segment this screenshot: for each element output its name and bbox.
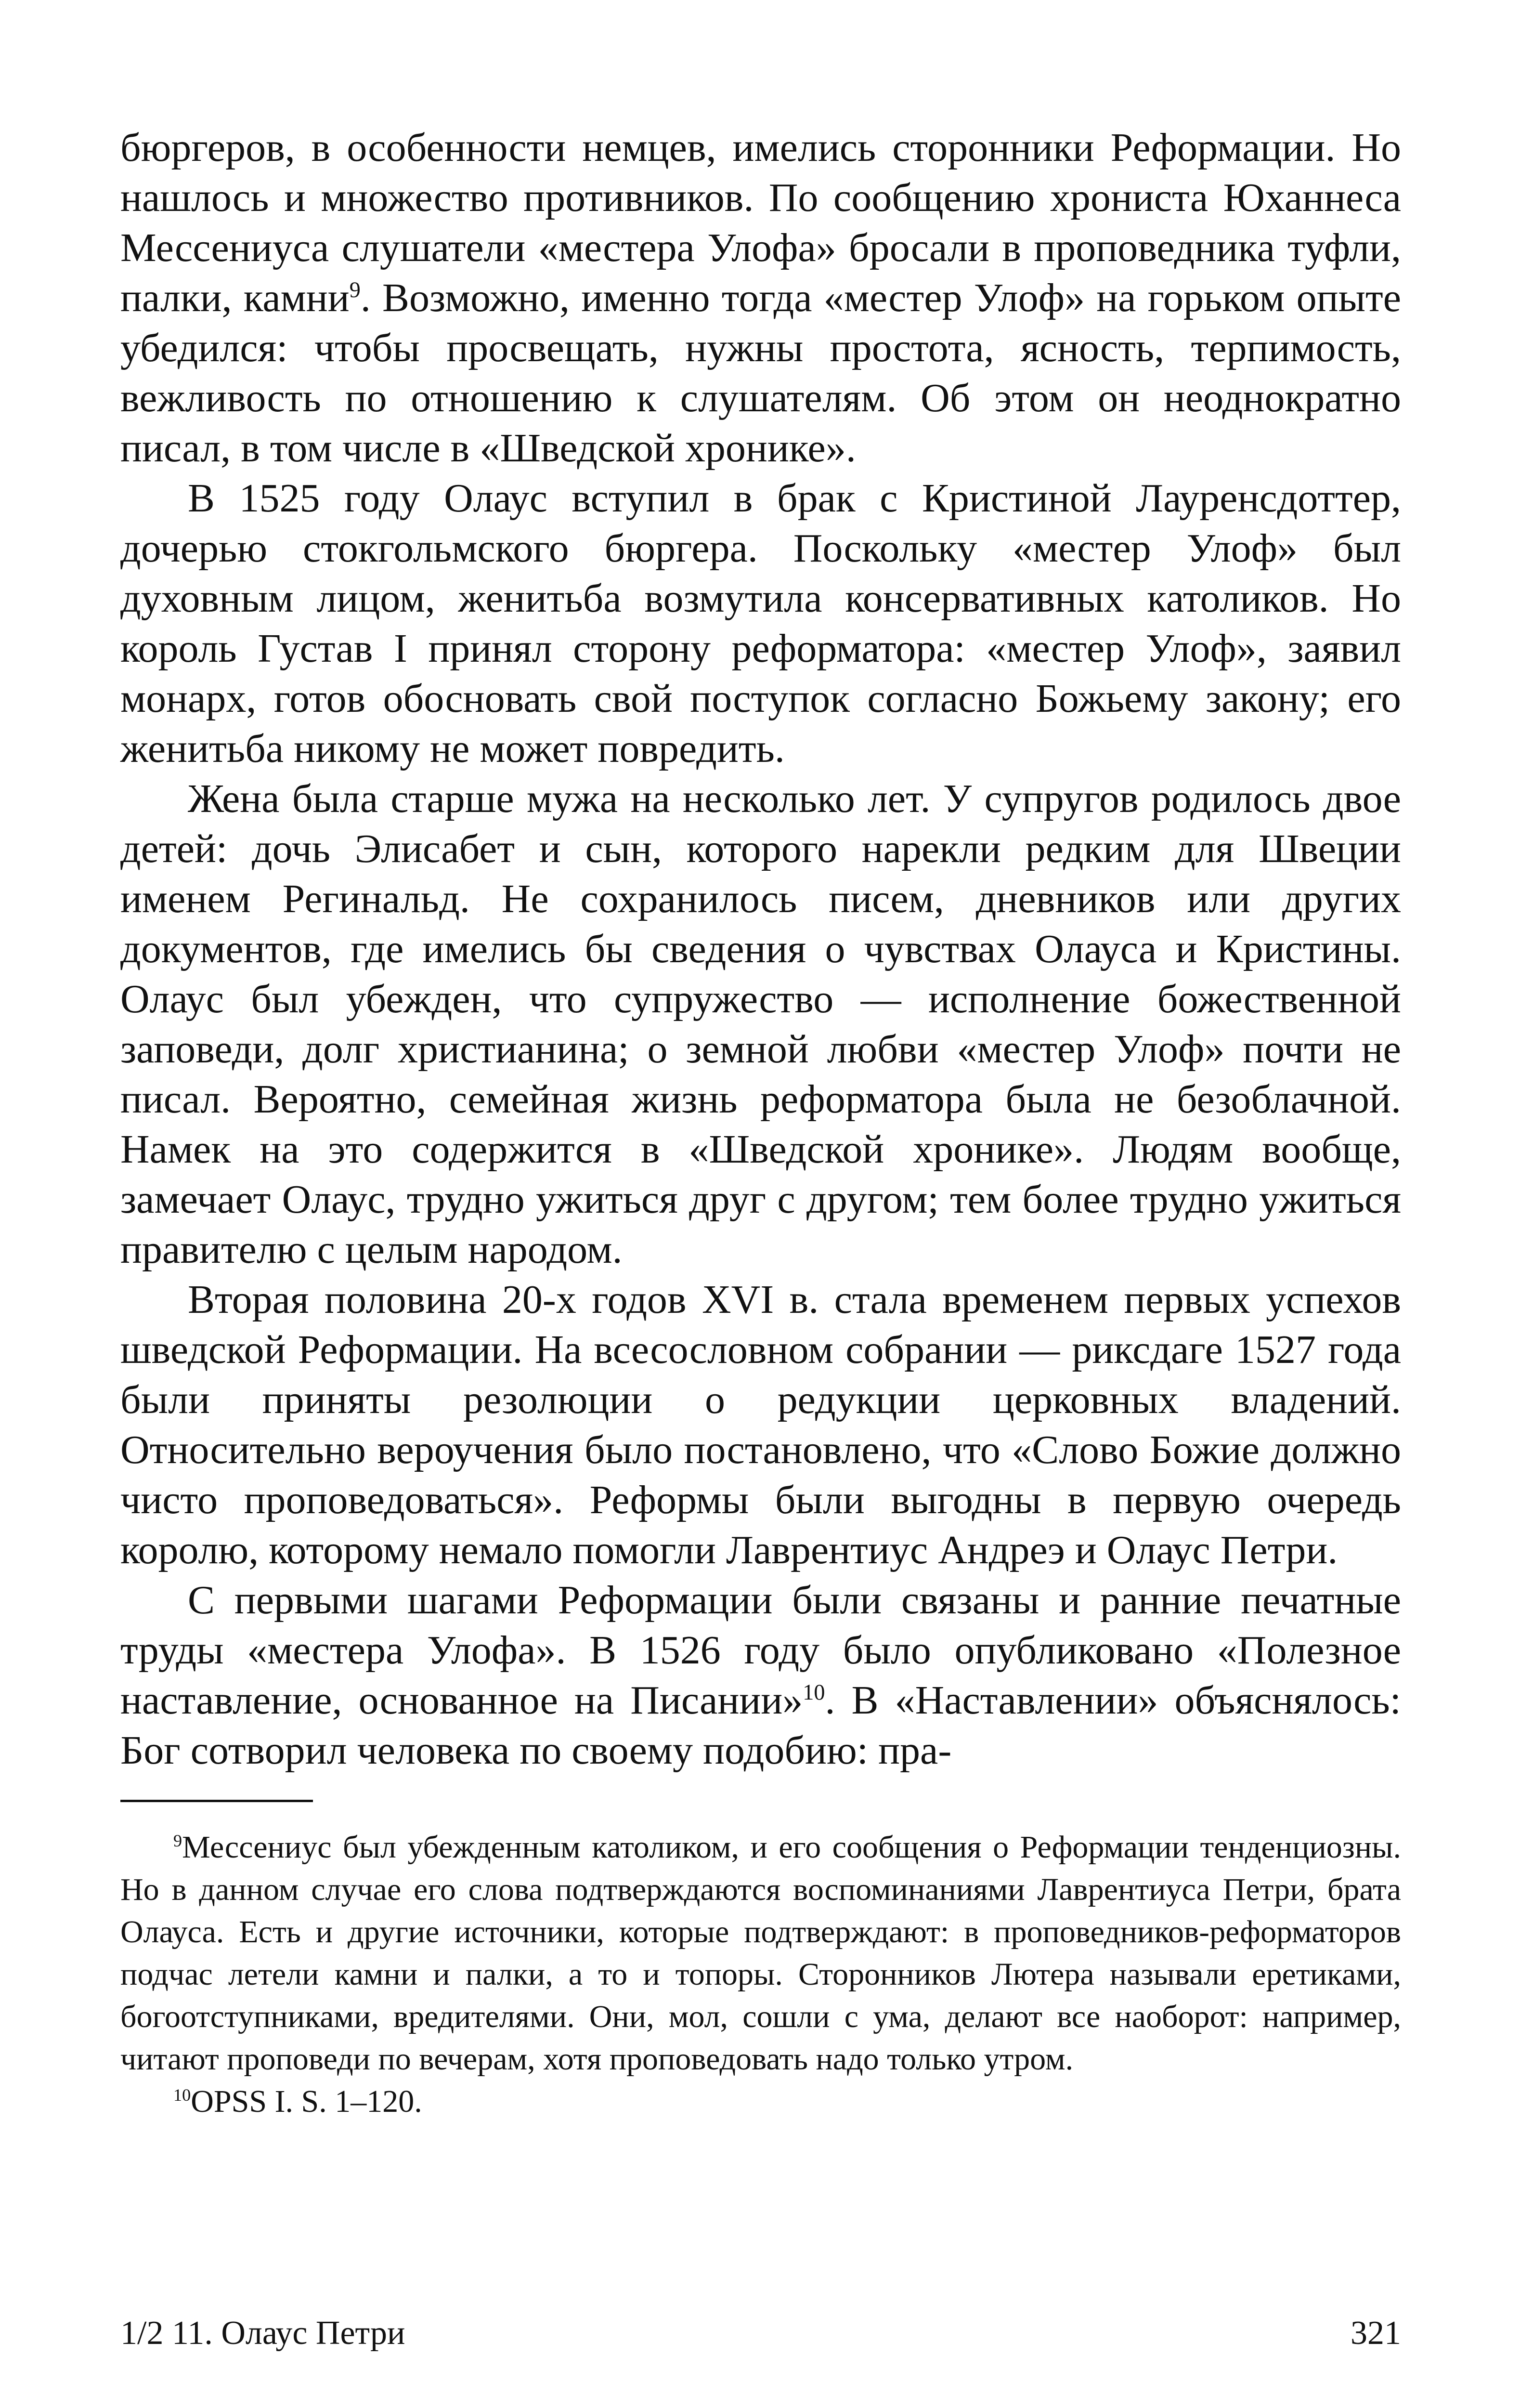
signature-mark: 1/2 11. Олаус Петри: [120, 2315, 405, 2352]
footnote-10-text: OPSS I. S. 1–120.: [191, 2084, 422, 2119]
footnote-separator: [120, 1800, 313, 1802]
footnote-10-mark: 10: [173, 2085, 191, 2105]
footnote-9-text: Мессениус был убежденным католиком, и его сообщения о Реформации тенденциозны. Но в данном случае его слова подтверждаются воспоминаниями Лаврентиуса Петри, брата Олауса. Есть и другие источники, которые подтверждают: в проповедников-реформаторов подчас летели камни и палки, а то и топоры. Сторонников Лютера называли еретиками, богоотступниками, вредителями. Они, мол, сошли с ума, делают все наоборот: например, читают проповеди по вечерам, хотя проповедовать надо только утром.: [120, 1830, 1401, 2077]
paragraph-3: Жена была старше мужа на несколько лет. У супругов родилось двое детей: дочь Элисабет и сын, которого нарекли редким для Швеции именем Регинальд. Не сохранилось писем, дневников или других документов, где имелись бы сведения о чувствах Олауса и Кристины. Олаус был убежден, что супружество — исполнение божественной заповеди, долг христианина; о земной любви «местер Улоф» почти не писал. Вероятно, семейная жизнь реформатора была не безоблачной. Намек на это содержится в «Шведской хронике». Людям вообще, замечает Олаус, трудно ужиться друг с другом; тем более трудно ужиться правителю с целым народом.: [120, 776, 1401, 1272]
footnote-ref-9: 9: [349, 277, 361, 302]
paragraph-5-text-a: С первыми шагами Реформации были связаны и ранние печатные труды «местера Улофа». В 1526 году было опубликовано «Полезное наставление, основанное на Писании»: [120, 1578, 1401, 1723]
footnote-ref-10: 10: [803, 1680, 825, 1704]
paragraph-5: [120, 1575, 1401, 1776]
paragraph-1: [120, 123, 1401, 473]
footnote-9: [120, 1826, 1401, 2081]
paragraph-4: Вторая половина 20-х годов XVI в. стала временем первых успехов шведской Реформации. На всесословном собрании — риксдаге 1527 года были приняты резолюции о редукции церковных владений. Относительно вероучения было постановлено, что «Слово Божие должно чисто проповедоваться». Реформы были выгодны в первую очередь королю, которому немало помогли Лаврентиус Андреэ и Олаус Петри.: [120, 1277, 1401, 1572]
footnote-10: [120, 2081, 1401, 2123]
page-footer: [120, 2309, 1401, 2357]
footnotes: [120, 1826, 1401, 2123]
paragraph-5-text-b: . В «Наставлении» объяснялось: Бог сотворил человека по своему подобию: пра-: [120, 1678, 1401, 1773]
paragraph-1-text-b: . Возможно, именно тогда «местер Улоф» на горьком опыте убедился: чтобы просвещать, нужны простота, ясность, терпимость, вежливость по отношению к слушателям. Об этом он неоднократно писал, в том числе в «Шведской хронике».: [120, 275, 1401, 471]
footnote-9-mark: 9: [173, 1831, 182, 1850]
paragraph-2: В 1525 году Олаус вступил в брак с Кристиной Лауренсдоттер, дочерью стокгольмского бюргера. Поскольку «местер Улоф» был духовным лицом, женитьба возмутила консервативных католиков. Но король Густав I принял сторону реформатора: «местер Улоф», заявил монарх, готов обосновать свой поступок согласно Божьему закону; его женитьба никому не может повредить.: [120, 476, 1401, 771]
main-text: [120, 123, 1401, 1776]
book-page: [120, 123, 1401, 2357]
page-number: 321: [1351, 2315, 1401, 2352]
paragraph-1-text-a: бюргеров, в особенности немцев, имелись сторонники Реформации. Но нашлось и множество противников. По сообщению хрониста Юханнеса Мессениуса слушатели «местера Улофа» бросали в проповедника туфли, палки, камни: [120, 125, 1401, 320]
